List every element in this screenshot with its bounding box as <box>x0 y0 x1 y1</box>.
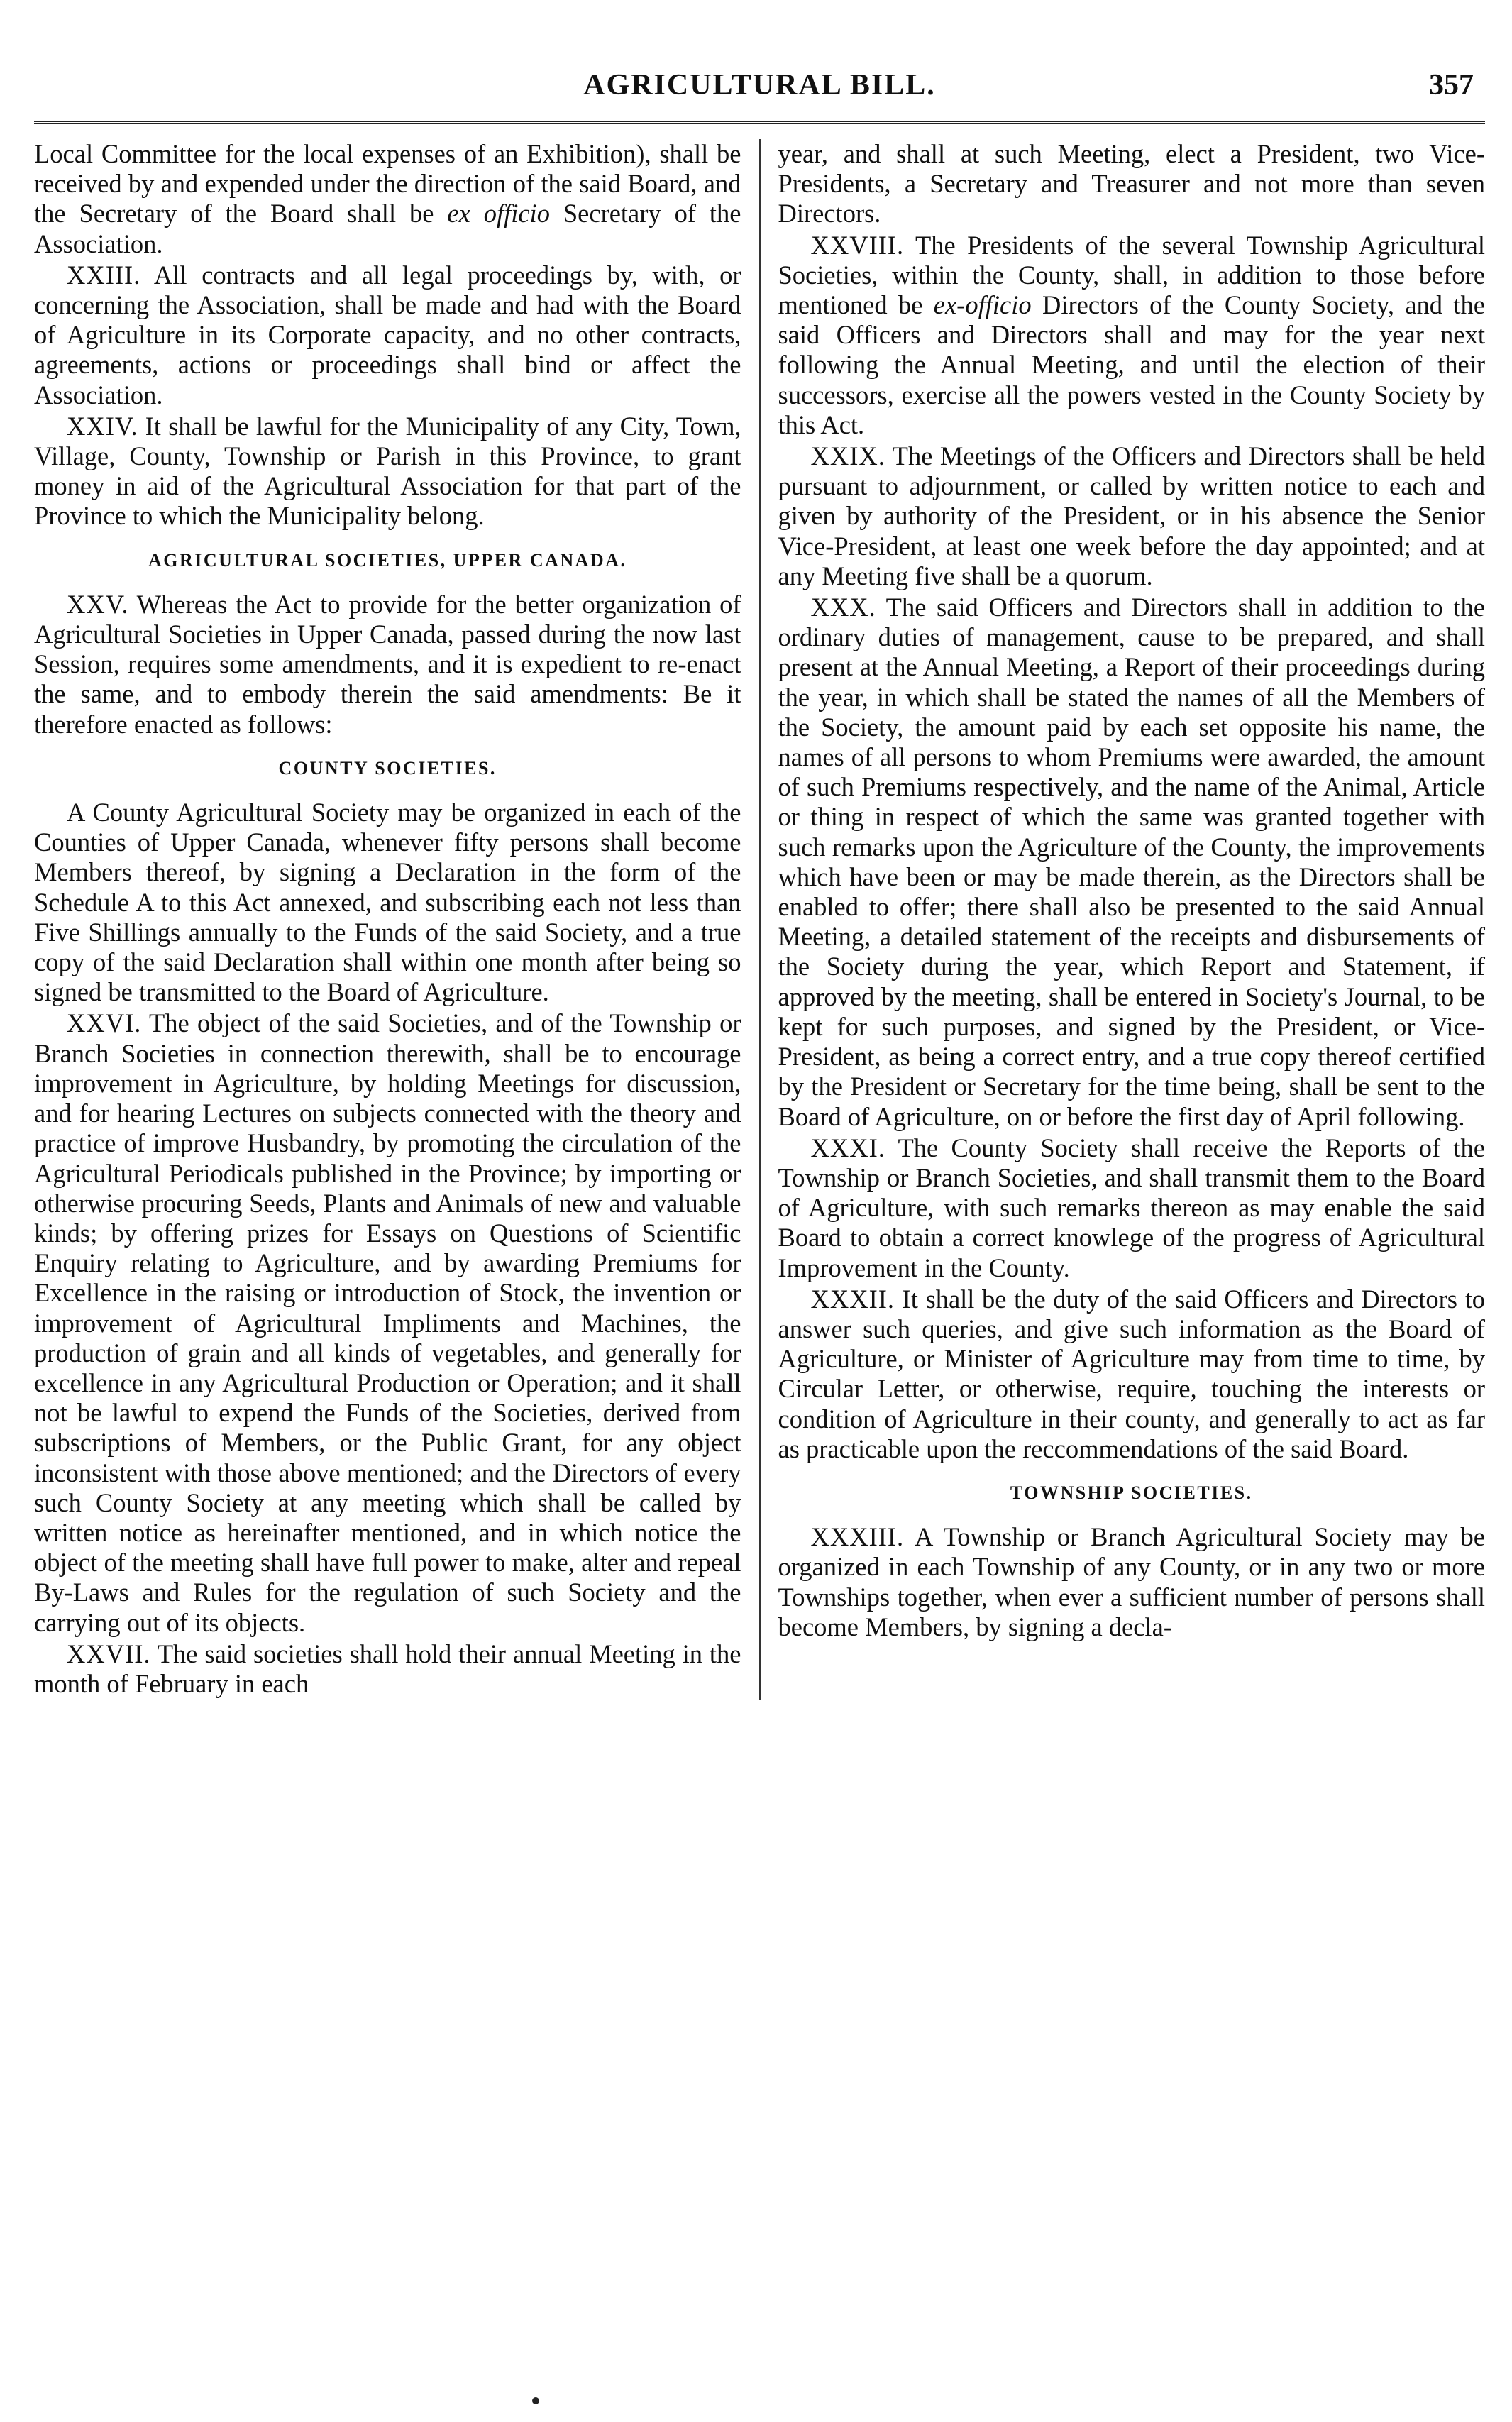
signature-mark <box>532 2397 539 2404</box>
section-number: XXIV. <box>67 411 138 441</box>
section-number: XXVIII. <box>810 230 905 260</box>
section-number: XXV. <box>67 589 129 619</box>
section-number: XXVII. <box>67 1639 151 1668</box>
heading-township-societies: TOWNSHIP SOCIETIES. <box>1010 1482 1253 1503</box>
section-xxiii: XXIII. All contracts and all legal proceedings by, with, or concerning the Association, shall be made and had with the Board of Agriculture in its Corporate capacity, and no other contracts, agreements, actions or proceedings shall bind or affect the Association. <box>34 260 741 409</box>
section-number: XXIX. <box>810 441 885 471</box>
section-number: XXVI. <box>67 1008 142 1038</box>
page-number: 357 <box>1429 69 1474 101</box>
section-xxiv: XXIV. It shall be lawful for the Municipality of any City, Town, Village, County, Township or Parish in this Province, to grant money in aid of the Agricultural Association for that part of the Province to which the Municipality belong. <box>34 411 741 531</box>
section-number: XXXII. <box>810 1284 895 1314</box>
section-number: XXXI. <box>810 1133 885 1162</box>
right-column <box>761 139 1486 1700</box>
latin-phrase: ex officio <box>447 199 550 229</box>
section-xxviii: XXVIII. The Presidents of the several Township Agricultural Societies, within the County, shall, in addition to those before mentioned be ex-officio Directors of the County Society, and the said Officers and Directors shall and may for the year next following the Annual Meeting, and until the election of their successors, exercise all the powers vested in the County Society by this Act. <box>778 230 1485 439</box>
running-head <box>34 68 1485 118</box>
paragraph-continued-right: year, and shall at such Meeting, elect a President, two Vice-Presidents, a Secretary and Treasurer and not more than seven Directors. <box>778 139 1485 229</box>
section-xxvii: XXVII. The said societies shall hold their annual Meeting in the month of February in each <box>34 1639 741 1698</box>
section-number: XXIII. <box>67 260 141 290</box>
section-number: XXX. <box>810 593 876 622</box>
header-rule <box>34 121 1485 127</box>
running-title: AGRICULTURAL BILL. <box>583 69 936 101</box>
latin-phrase: ex-officio <box>933 290 1032 320</box>
heading-agricultural-societies-upper-canada: AGRICULTURAL SOCIETIES, UPPER CANADA. <box>148 549 627 571</box>
heading-county-societies: COUNTY SOCIETIES. <box>278 757 497 778</box>
section-xxix: XXIX. The Meetings of the Officers and Directors shall be held pursuant to adjournment, or called by written notice to each and given by authority of the President, or in his absence the Senior Vice-President, at least one week before the day appointed; and at any Meeting five shall be a quorum. <box>778 441 1485 590</box>
section-number: XXXIII. <box>810 1522 905 1552</box>
left-column <box>34 139 759 1700</box>
paragraph-continued-left: Local Committee for the local expenses of an Exhibition), shall be received by and expended under the direction of the said Board, and the Secretary of the Board shall be ex officio Secretary of the Association. <box>34 139 741 258</box>
section-xxv: XXV. Whereas the Act to provide for the better organization of Agricultural Societies in Upper Canada, passed during the now last Session, requires some amendments, and it is expedient to re-enact the same, and to embody therein the said amendments: Be it therefore enacted as follows: <box>34 589 741 739</box>
text-columns <box>34 139 1485 1700</box>
section-xxxii: XXXII. It shall be the duty of the said Officers and Directors to answer such queries, and give such information as the Board of Agriculture, or Minister of Agriculture may from time to time, by Circular Letter, or otherwise, require, touching the interests or condition of Agriculture in their county, and generally to act as far as practicable upon the reccommendations of the said Board. <box>778 1284 1485 1463</box>
section-xxvi: XXVI. The object of the said Societies, and of the Township or Branch Societies in connection therewith, shall be to encourage improvement in Agriculture, by holding Meetings for discussion, and for hearing Lectures on subjects connected with the theory and practice of improve Husbandry, by promoting the circulation of the Agricultural Periodicals published in the Province; by importing or otherwise procuring Seeds, Plants and Animals of new and valuable kinds; by offering prizes for Essays on Questions of Scientific Enquiry relating to Agriculture, and by awarding Premiums for Excellence in the raising or introduction of Stock, the invention or improvement of Agricultural Impliments and Machines, the production of grain and all kinds of vegetables, and generally for excellence in any Agricultural Production or Operation; and it shall not be lawful to expend the Funds of the Societies, derived from subscriptions of Members, or the Public Grant, for any object inconsistent with those above mentioned; and the Directors of every such County Society at any meeting which shall be called by written notice as hereinafter mentioned, and in which notice the object of the meeting shall have full power to make, alter and repeal By-Laws and Rules for the regulation of such Society and the carrying out of its objects. <box>34 1008 741 1637</box>
section-xxxiii: XXXIII. A Township or Branch Agricultural Society may be organized in each Township of any County, or in any two or more Townships together, when ever a sufficient number of persons shall become Members, by signing a decla- <box>778 1522 1485 1641</box>
paragraph-county-society: A County Agricultural Society may be organized in each of the Counties of Upper Canada, whenever fifty persons shall become Members thereof, by signing a Declaration in the form of the Schedule A to this Act annexed, and subscribing each not less than Five Shillings annually to the Funds of the said Society, and a true copy of the said Declaration shall within one month after being so signed be transmitted to the Board of Agriculture. <box>34 798 741 1007</box>
section-xxxi: XXXI. The County Society shall receive the Reports of the Township or Branch Societies, and shall transmit them to the Board of Agriculture, with such remarks thereon as may enable the said Board to obtain a correct knowlege of the progress of Agricultural Improvement in the County. <box>778 1133 1485 1282</box>
section-xxx: XXX. The said Officers and Directors shall in addition to the ordinary duties of management, cause to be prepared, and shall present at the Annual Meeting, a Report of their proceedings during the year, in which shall be stated the names of all the Members of the Society, the amount paid by each set opposite his name, the names of all persons to whom Premiums were awarded, the amount of such Premiums respectively, and the name of the Animal, Article or thing in respect of which the same was granted together with such remarks upon the Agriculture of the County, the improvements which have been or may be made therein, as the Directors shall be enabled to offer; there shall also be presented to the said Annual Meeting, a detailed statement of the receipts and disbursements of the Society during the year, which Report and Statement, if approved by the meeting, shall be entered in Society's Journal, to be kept for such purposes, and signed by the President, or Vice-President, as being a correct entry, and a true copy thereof certified by the President or Secretary for the time being, shall be sent to the Board of Agriculture, on or before the first day of April following. <box>778 593 1485 1131</box>
